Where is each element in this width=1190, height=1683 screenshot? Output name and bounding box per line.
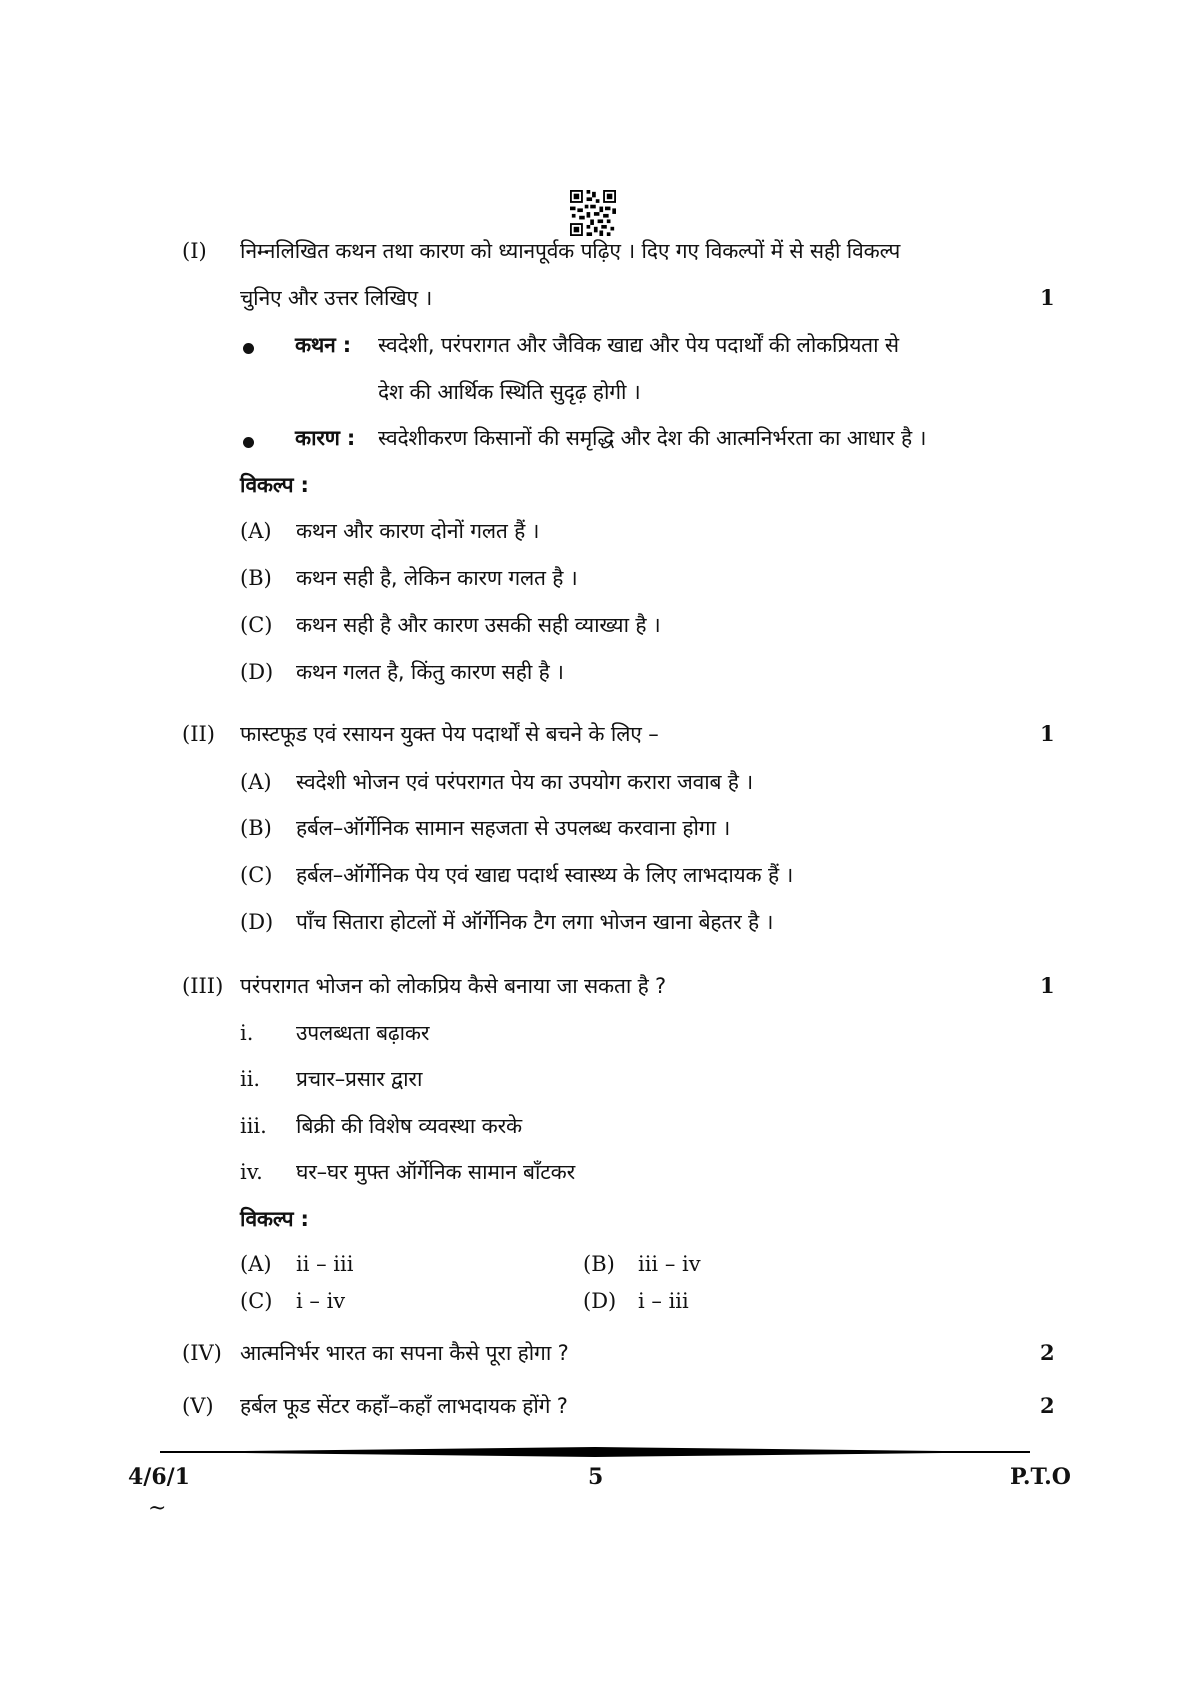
question-text: आत्मनिर्भर भारत का सपना कैसे पूरा होगा ? <box>240 1341 569 1365</box>
question-number: (I) <box>182 239 207 263</box>
question-number: (V) <box>182 1394 214 1418</box>
reason-text: स्वदेशीकरण किसानों की समृद्धि और देश की आत्मनिर्भरता का आधार है । <box>378 426 927 450</box>
footer-divider <box>160 1447 1030 1457</box>
statement-label: कथन : <box>295 333 351 357</box>
option-label: (C) <box>240 863 273 887</box>
page-number: 5 <box>588 1464 604 1490</box>
option-text: हर्बल–ऑर्गेनिक पेय एवं खाद्य पदार्थ स्वास्थ्य के लिए लाभदायक हैं । <box>296 863 794 887</box>
option-label: (D) <box>240 910 274 934</box>
item-text: घर–घर मुफ्त ऑर्गेनिक सामान बाँटकर <box>296 1160 575 1184</box>
options-heading: विकल्प : <box>240 1207 309 1231</box>
option-text: हर्बल–ऑर्गेनिक सामान सहजता से उपलब्ध करवाना होगा । <box>296 816 731 840</box>
item-label: iv. <box>240 1160 263 1184</box>
question-number: (IV) <box>182 1341 222 1365</box>
option-label: (A) <box>240 770 272 794</box>
question-text: फास्टफूड एवं रसायन युक्त पेय पदार्थों से बचने के लिए – <box>240 722 659 746</box>
option-text: कथन और कारण दोनों गलत हैं । <box>296 519 540 543</box>
question-text: चुनिए और उत्तर लिखिए । <box>240 286 433 310</box>
qr-code-icon <box>570 190 616 236</box>
item-label: iii. <box>240 1114 267 1138</box>
reason-label: कारण : <box>295 426 356 450</box>
question-text: निम्नलिखित कथन तथा कारण को ध्यानपूर्वक पढ़िए । दिए गए विकल्पों में से सही विकल्प <box>240 239 901 263</box>
option-label: (C) <box>240 613 273 637</box>
question-text: परंपरागत भोजन को लोकप्रिय कैसे बनाया जा सकता है ? <box>240 974 667 998</box>
item-label: ii. <box>240 1067 261 1091</box>
option-text: iii – iv <box>638 1252 701 1276</box>
option-label: (D) <box>240 660 274 684</box>
option-label: (C) <box>240 1289 273 1313</box>
options-heading: विकल्प : <box>240 473 309 497</box>
statement-text: देश की आर्थिक स्थिति सुदृढ़ होगी । <box>378 380 641 404</box>
option-label: (D) <box>583 1289 617 1313</box>
marks: 1 <box>1040 973 1055 998</box>
option-label: (B) <box>240 816 272 840</box>
question-number: (II) <box>182 722 215 746</box>
option-text: i – iii <box>638 1289 689 1313</box>
question-text: हर्बल फूड सेंटर कहाँ–कहाँ लाभदायक होंगे ? <box>240 1394 568 1418</box>
statement-text: स्वदेशी, परंपरागत और जैविक खाद्य और पेय पदार्थों की लोकप्रियता से <box>378 333 899 357</box>
tilde-mark: ~ <box>148 1496 167 1521</box>
option-text: स्वदेशी भोजन एवं परंपरागत पेय का उपयोग करारा जवाब है । <box>296 770 753 794</box>
item-label: i. <box>240 1021 254 1045</box>
item-text: उपलब्धता बढ़ाकर <box>296 1021 430 1045</box>
bullet-icon <box>243 437 254 448</box>
marks: 2 <box>1040 1340 1055 1365</box>
option-label: (A) <box>240 519 272 543</box>
marks: 2 <box>1040 1393 1055 1418</box>
item-text: बिक्री की विशेष व्यवस्था करके <box>296 1114 522 1138</box>
option-text: ii – iii <box>296 1252 354 1276</box>
marks: 1 <box>1040 721 1055 746</box>
option-text: कथन सही है, लेकिन कारण गलत है । <box>296 566 578 590</box>
please-turn-over: P.T.O <box>1010 1464 1071 1490</box>
option-label: (B) <box>583 1252 615 1276</box>
bullet-icon <box>243 343 254 354</box>
option-text: पाँच सितारा होटलों में ऑर्गेनिक टैग लगा भोजन खाना बेहतर है । <box>296 910 774 934</box>
paper-code: 4/6/1 <box>128 1464 190 1490</box>
marks: 1 <box>1040 285 1055 310</box>
option-text: कथन सही है और कारण उसकी सही व्याख्या है । <box>296 613 661 637</box>
item-text: प्रचार–प्रसार द्वारा <box>296 1067 423 1091</box>
option-text: i – iv <box>296 1289 346 1313</box>
option-label: (A) <box>240 1252 272 1276</box>
question-number: (III) <box>182 974 224 998</box>
option-label: (B) <box>240 566 272 590</box>
option-text: कथन गलत है, किंतु कारण सही है । <box>296 660 564 684</box>
